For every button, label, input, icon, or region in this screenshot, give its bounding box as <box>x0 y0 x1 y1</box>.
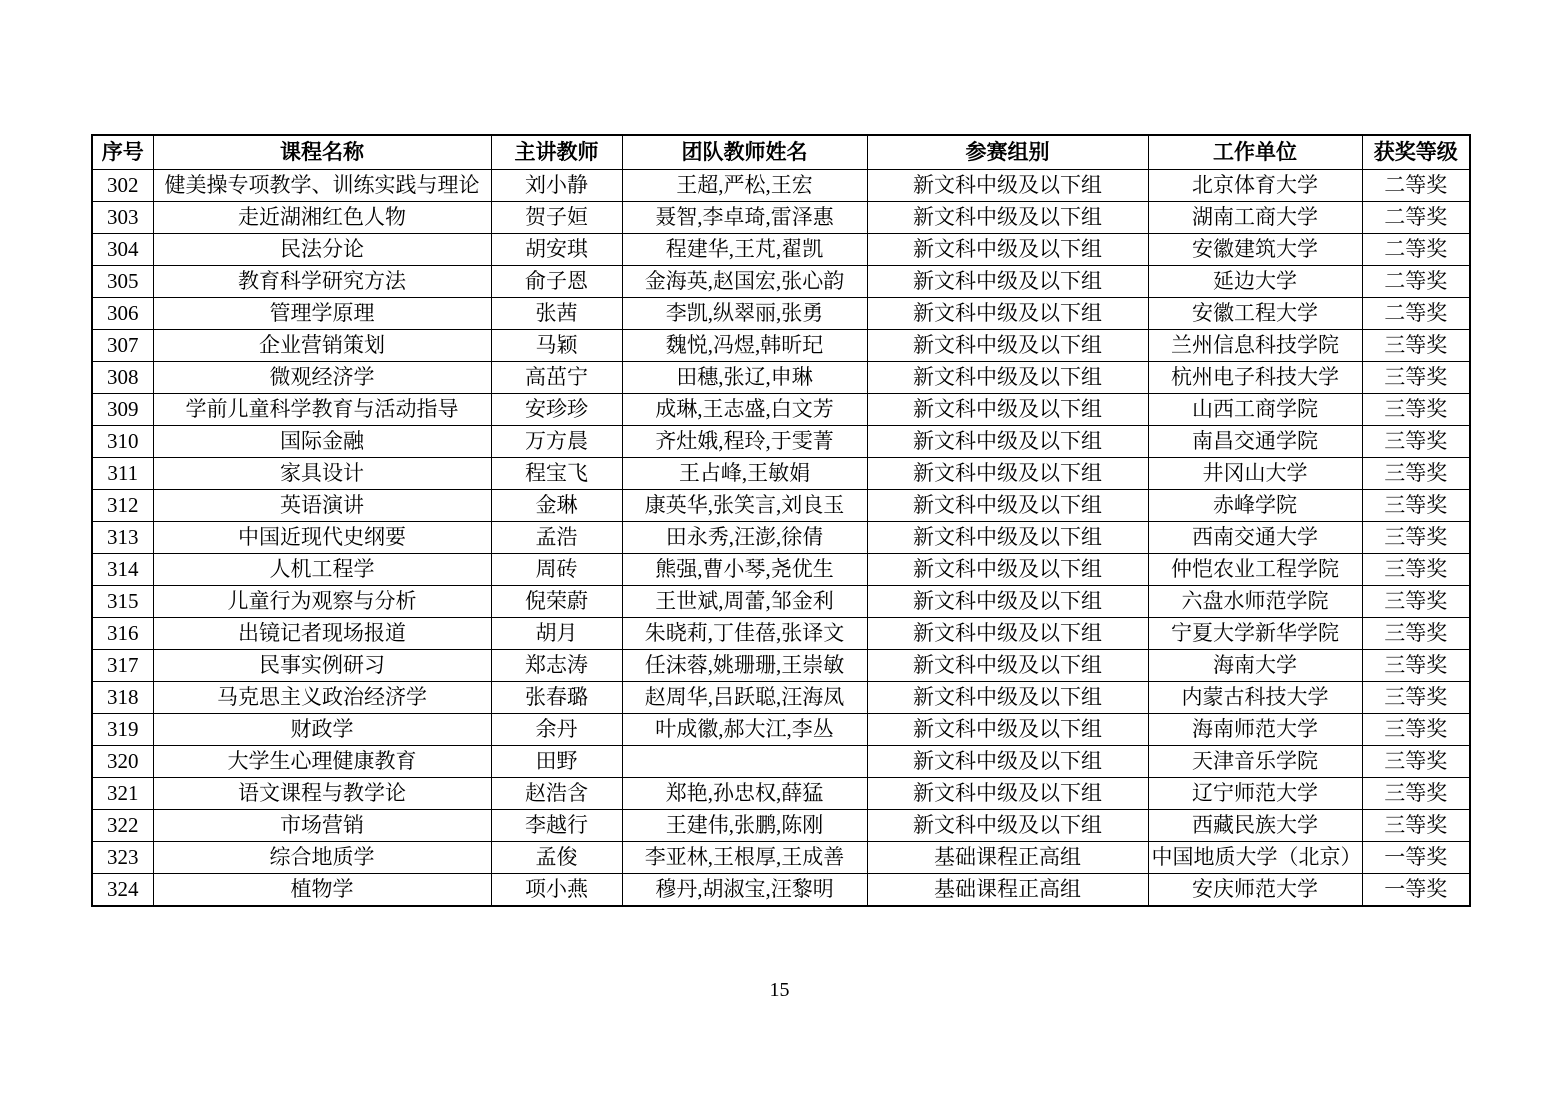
cell-team-teachers: 程建华,王芃,翟凯 <box>622 233 867 265</box>
cell-team-teachers: 叶成徽,郝大江,李丛 <box>622 713 867 745</box>
cell-award-level: 三等奖 <box>1362 553 1470 585</box>
cell-work-unit: 延边大学 <box>1148 265 1362 297</box>
cell-competition-group: 新文科中级及以下组 <box>867 713 1148 745</box>
cell-team-teachers <box>622 745 867 777</box>
header-award-level: 获奖等级 <box>1362 135 1470 169</box>
cell-course-name: 人机工程学 <box>153 553 491 585</box>
cell-work-unit: 辽宁师范大学 <box>1148 777 1362 809</box>
cell-award-level: 三等奖 <box>1362 489 1470 521</box>
table-row <box>92 329 1470 361</box>
cell-work-unit: 海南大学 <box>1148 649 1362 681</box>
page-number: 15 <box>769 979 790 1001</box>
cell-work-unit: 杭州电子科技大学 <box>1148 361 1362 393</box>
cell-lecturer: 程宝飞 <box>491 457 622 489</box>
cell-lecturer: 安珍珍 <box>491 393 622 425</box>
cell-award-level: 三等奖 <box>1362 681 1470 713</box>
cell-award-level: 二等奖 <box>1362 297 1470 329</box>
cell-award-level: 三等奖 <box>1362 745 1470 777</box>
cell-competition-group: 新文科中级及以下组 <box>867 777 1148 809</box>
cell-serial-number: 308 <box>92 361 153 393</box>
cell-competition-group: 基础课程正高组 <box>867 873 1148 906</box>
cell-team-teachers: 王建伟,张鹏,陈刚 <box>622 809 867 841</box>
cell-award-level: 三等奖 <box>1362 617 1470 649</box>
cell-award-level: 三等奖 <box>1362 425 1470 457</box>
cell-serial-number: 317 <box>92 649 153 681</box>
cell-award-level: 三等奖 <box>1362 585 1470 617</box>
cell-serial-number: 322 <box>92 809 153 841</box>
cell-course-name: 健美操专项教学、训练实践与理论 <box>153 169 491 201</box>
cell-team-teachers: 王超,严松,王宏 <box>622 169 867 201</box>
cell-serial-number: 305 <box>92 265 153 297</box>
cell-work-unit: 内蒙古科技大学 <box>1148 681 1362 713</box>
cell-team-teachers: 魏悦,冯煜,韩昕玘 <box>622 329 867 361</box>
cell-serial-number: 319 <box>92 713 153 745</box>
cell-team-teachers: 聂智,李卓琦,雷泽惠 <box>622 201 867 233</box>
cell-serial-number: 318 <box>92 681 153 713</box>
cell-serial-number: 303 <box>92 201 153 233</box>
cell-competition-group: 新文科中级及以下组 <box>867 265 1148 297</box>
cell-serial-number: 323 <box>92 841 153 873</box>
cell-competition-group: 新文科中级及以下组 <box>867 393 1148 425</box>
cell-award-level: 三等奖 <box>1362 361 1470 393</box>
table-row <box>92 777 1470 809</box>
cell-competition-group: 新文科中级及以下组 <box>867 201 1148 233</box>
cell-lecturer: 张茜 <box>491 297 622 329</box>
cell-lecturer: 孟俊 <box>491 841 622 873</box>
awards-table <box>91 134 1471 907</box>
cell-lecturer: 刘小静 <box>491 169 622 201</box>
cell-serial-number: 310 <box>92 425 153 457</box>
cell-work-unit: 安庆师范大学 <box>1148 873 1362 906</box>
cell-award-level: 三等奖 <box>1362 393 1470 425</box>
cell-serial-number: 304 <box>92 233 153 265</box>
cell-serial-number: 320 <box>92 745 153 777</box>
cell-lecturer: 胡月 <box>491 617 622 649</box>
cell-serial-number: 306 <box>92 297 153 329</box>
cell-team-teachers: 李亚林,王根厚,王成善 <box>622 841 867 873</box>
cell-award-level: 三等奖 <box>1362 777 1470 809</box>
cell-team-teachers: 田永秀,汪澎,徐倩 <box>622 521 867 553</box>
table-row <box>92 745 1470 777</box>
cell-work-unit: 中国地质大学（北京） <box>1148 841 1362 873</box>
cell-course-name: 企业营销策划 <box>153 329 491 361</box>
cell-award-level: 一等奖 <box>1362 841 1470 873</box>
cell-work-unit: 仲恺农业工程学院 <box>1148 553 1362 585</box>
cell-team-teachers: 穆丹,胡淑宝,汪黎明 <box>622 873 867 906</box>
cell-work-unit: 湖南工商大学 <box>1148 201 1362 233</box>
cell-award-level: 三等奖 <box>1362 329 1470 361</box>
cell-competition-group: 新文科中级及以下组 <box>867 425 1148 457</box>
cell-course-name: 走近湖湘红色人物 <box>153 201 491 233</box>
cell-work-unit: 天津音乐学院 <box>1148 745 1362 777</box>
cell-course-name: 英语演讲 <box>153 489 491 521</box>
cell-lecturer: 郑志涛 <box>491 649 622 681</box>
cell-competition-group: 新文科中级及以下组 <box>867 361 1148 393</box>
cell-competition-group: 新文科中级及以下组 <box>867 745 1148 777</box>
cell-competition-group: 基础课程正高组 <box>867 841 1148 873</box>
cell-course-name: 教育科学研究方法 <box>153 265 491 297</box>
cell-team-teachers: 李凯,纵翠丽,张勇 <box>622 297 867 329</box>
cell-team-teachers: 王世斌,周蕾,邹金利 <box>622 585 867 617</box>
cell-lecturer: 田野 <box>491 745 622 777</box>
cell-lecturer: 余丹 <box>491 713 622 745</box>
cell-lecturer: 赵浩含 <box>491 777 622 809</box>
cell-work-unit: 六盘水师范学院 <box>1148 585 1362 617</box>
cell-course-name: 财政学 <box>153 713 491 745</box>
cell-team-teachers: 齐灶娥,程玲,于雯菁 <box>622 425 867 457</box>
cell-team-teachers: 熊强,曹小琴,尧优生 <box>622 553 867 585</box>
header-team-teachers: 团队教师姓名 <box>622 135 867 169</box>
cell-competition-group: 新文科中级及以下组 <box>867 233 1148 265</box>
header-serial-number: 序号 <box>92 135 153 169</box>
cell-serial-number: 321 <box>92 777 153 809</box>
table-row <box>92 553 1470 585</box>
cell-competition-group: 新文科中级及以下组 <box>867 649 1148 681</box>
table-row <box>92 585 1470 617</box>
cell-work-unit: 赤峰学院 <box>1148 489 1362 521</box>
cell-course-name: 国际金融 <box>153 425 491 457</box>
table-row <box>92 713 1470 745</box>
cell-award-level: 二等奖 <box>1362 265 1470 297</box>
cell-award-level: 二等奖 <box>1362 201 1470 233</box>
cell-competition-group: 新文科中级及以下组 <box>867 681 1148 713</box>
cell-lecturer: 万方晨 <box>491 425 622 457</box>
cell-competition-group: 新文科中级及以下组 <box>867 329 1148 361</box>
table-row <box>92 841 1470 873</box>
table-row <box>92 873 1470 906</box>
cell-course-name: 中国近现代史纲要 <box>153 521 491 553</box>
table-row <box>92 169 1470 201</box>
table-row <box>92 201 1470 233</box>
cell-award-level: 三等奖 <box>1362 809 1470 841</box>
cell-serial-number: 307 <box>92 329 153 361</box>
table-row <box>92 649 1470 681</box>
cell-serial-number: 324 <box>92 873 153 906</box>
table-row <box>92 393 1470 425</box>
cell-team-teachers: 任沫蓉,姚珊珊,王崇敏 <box>622 649 867 681</box>
cell-serial-number: 313 <box>92 521 153 553</box>
header-course-name: 课程名称 <box>153 135 491 169</box>
cell-team-teachers: 康英华,张笑言,刘良玉 <box>622 489 867 521</box>
cell-lecturer: 高茁宁 <box>491 361 622 393</box>
cell-award-level: 一等奖 <box>1362 873 1470 906</box>
cell-team-teachers: 郑艳,孙忠权,薛猛 <box>622 777 867 809</box>
table-row <box>92 361 1470 393</box>
header-competition-group: 参赛组别 <box>867 135 1148 169</box>
cell-work-unit: 安徽工程大学 <box>1148 297 1362 329</box>
cell-course-name: 市场营销 <box>153 809 491 841</box>
cell-lecturer: 孟浩 <box>491 521 622 553</box>
cell-serial-number: 312 <box>92 489 153 521</box>
cell-course-name: 民法分论 <box>153 233 491 265</box>
cell-work-unit: 西藏民族大学 <box>1148 809 1362 841</box>
cell-course-name: 语文课程与教学论 <box>153 777 491 809</box>
cell-lecturer: 李越行 <box>491 809 622 841</box>
cell-competition-group: 新文科中级及以下组 <box>867 489 1148 521</box>
cell-lecturer: 俞子恩 <box>491 265 622 297</box>
table-row <box>92 265 1470 297</box>
table-row <box>92 521 1470 553</box>
cell-course-name: 民事实例研习 <box>153 649 491 681</box>
table-row <box>92 297 1470 329</box>
table-body <box>92 169 1470 906</box>
cell-work-unit: 安徽建筑大学 <box>1148 233 1362 265</box>
cell-work-unit: 海南师范大学 <box>1148 713 1362 745</box>
cell-team-teachers: 成琳,王志盛,白文芳 <box>622 393 867 425</box>
cell-award-level: 三等奖 <box>1362 713 1470 745</box>
cell-lecturer: 马颖 <box>491 329 622 361</box>
cell-course-name: 马克思主义政治经济学 <box>153 681 491 713</box>
cell-work-unit: 山西工商学院 <box>1148 393 1362 425</box>
cell-lecturer: 胡安琪 <box>491 233 622 265</box>
cell-lecturer: 贺子姮 <box>491 201 622 233</box>
cell-work-unit: 西南交通大学 <box>1148 521 1362 553</box>
table-row <box>92 457 1470 489</box>
cell-competition-group: 新文科中级及以下组 <box>867 809 1148 841</box>
cell-team-teachers: 朱晓莉,丁佳蓓,张译文 <box>622 617 867 649</box>
table-row <box>92 233 1470 265</box>
cell-award-level: 二等奖 <box>1362 233 1470 265</box>
cell-competition-group: 新文科中级及以下组 <box>867 169 1148 201</box>
cell-award-level: 三等奖 <box>1362 457 1470 489</box>
cell-lecturer: 周砖 <box>491 553 622 585</box>
cell-award-level: 三等奖 <box>1362 521 1470 553</box>
cell-course-name: 学前儿童科学教育与活动指导 <box>153 393 491 425</box>
cell-lecturer: 金琳 <box>491 489 622 521</box>
cell-lecturer: 张春璐 <box>491 681 622 713</box>
table-row <box>92 617 1470 649</box>
cell-competition-group: 新文科中级及以下组 <box>867 585 1148 617</box>
cell-serial-number: 311 <box>92 457 153 489</box>
cell-course-name: 管理学原理 <box>153 297 491 329</box>
header-work-unit: 工作单位 <box>1148 135 1362 169</box>
cell-serial-number: 309 <box>92 393 153 425</box>
cell-serial-number: 302 <box>92 169 153 201</box>
cell-course-name: 大学生心理健康教育 <box>153 745 491 777</box>
cell-work-unit: 兰州信息科技学院 <box>1148 329 1362 361</box>
table-row <box>92 681 1470 713</box>
cell-course-name: 家具设计 <box>153 457 491 489</box>
cell-lecturer: 倪荣蔚 <box>491 585 622 617</box>
cell-award-level: 二等奖 <box>1362 169 1470 201</box>
cell-serial-number: 316 <box>92 617 153 649</box>
cell-competition-group: 新文科中级及以下组 <box>867 617 1148 649</box>
cell-team-teachers: 田穗,张辽,申琳 <box>622 361 867 393</box>
cell-competition-group: 新文科中级及以下组 <box>867 297 1148 329</box>
table-row <box>92 489 1470 521</box>
cell-work-unit: 北京体育大学 <box>1148 169 1362 201</box>
table-row <box>92 809 1470 841</box>
cell-course-name: 综合地质学 <box>153 841 491 873</box>
cell-course-name: 植物学 <box>153 873 491 906</box>
cell-team-teachers: 金海英,赵国宏,张心韵 <box>622 265 867 297</box>
cell-lecturer: 项小燕 <box>491 873 622 906</box>
cell-competition-group: 新文科中级及以下组 <box>867 457 1148 489</box>
cell-course-name: 出镜记者现场报道 <box>153 617 491 649</box>
cell-competition-group: 新文科中级及以下组 <box>867 521 1148 553</box>
cell-course-name: 儿童行为观察与分析 <box>153 585 491 617</box>
cell-award-level: 三等奖 <box>1362 649 1470 681</box>
cell-team-teachers: 赵周华,吕跃聪,汪海凤 <box>622 681 867 713</box>
cell-team-teachers: 王占峰,王敏娟 <box>622 457 867 489</box>
table-row <box>92 425 1470 457</box>
cell-serial-number: 315 <box>92 585 153 617</box>
cell-work-unit: 井冈山大学 <box>1148 457 1362 489</box>
cell-work-unit: 宁夏大学新华学院 <box>1148 617 1362 649</box>
cell-competition-group: 新文科中级及以下组 <box>867 553 1148 585</box>
cell-serial-number: 314 <box>92 553 153 585</box>
header-lecturer: 主讲教师 <box>491 135 622 169</box>
cell-work-unit: 南昌交通学院 <box>1148 425 1362 457</box>
table-header-row <box>92 135 1470 169</box>
cell-course-name: 微观经济学 <box>153 361 491 393</box>
